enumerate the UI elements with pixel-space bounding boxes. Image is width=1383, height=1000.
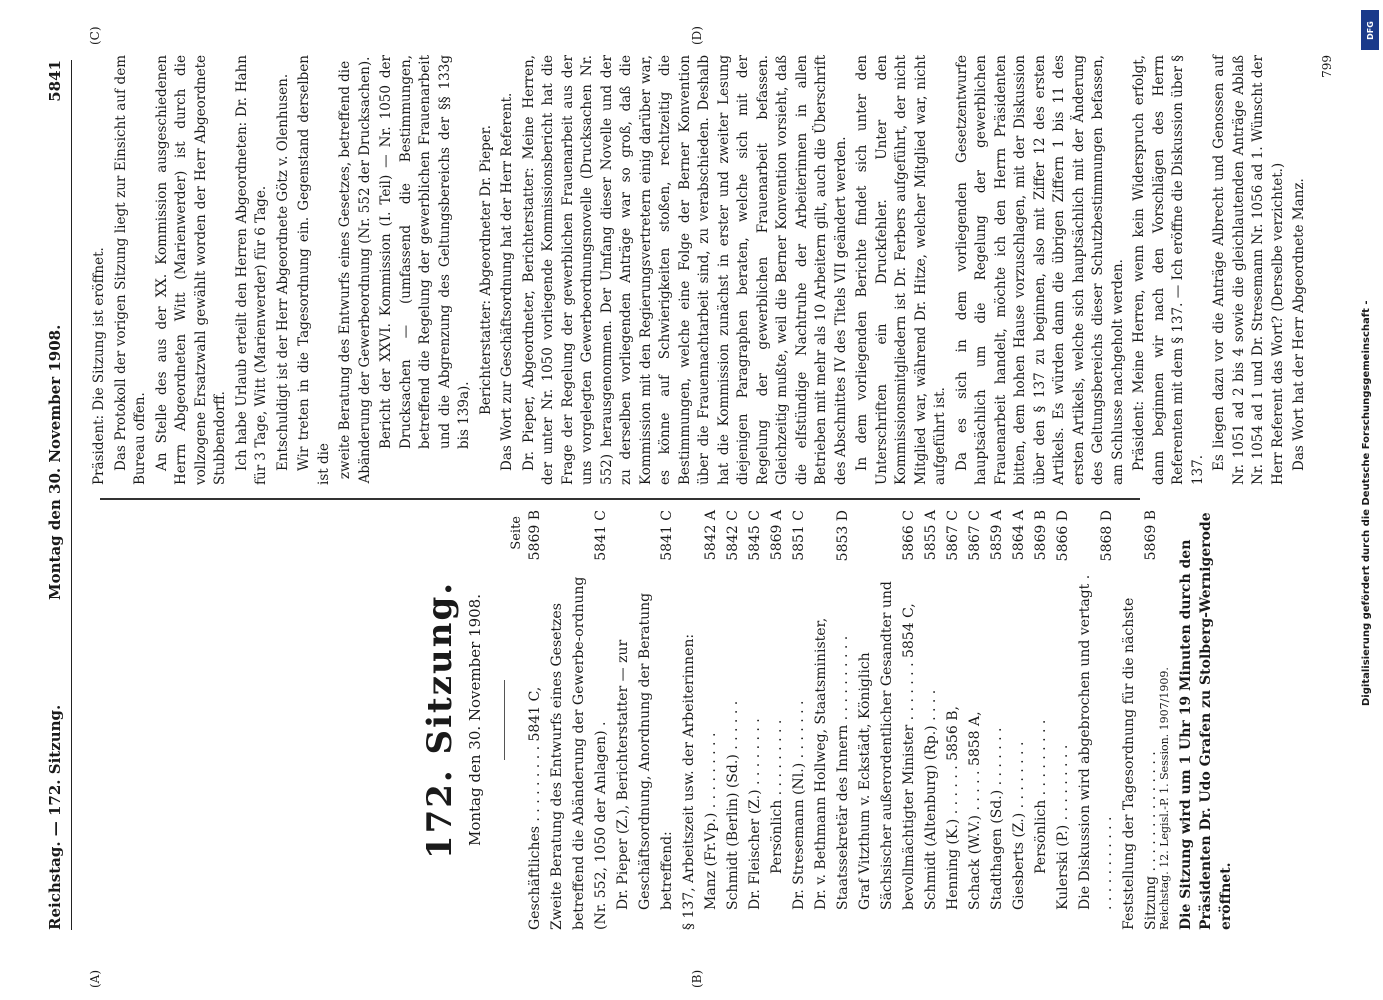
toc-entry-page: 5867 C [967, 510, 983, 561]
toc-entry-text: Manz (Fr.Vp.) . . . . . . . . . [703, 732, 719, 910]
left-column [90, 510, 1236, 930]
toc-entry-text: Dr. Stresemann (Nl.) . . . . . . . [791, 700, 807, 910]
toc-entry-page: 5869 B [527, 510, 543, 561]
protocol-paragraph: Präsident: Meine Herren, wenn kein Widerspruch erfolgt, dann beginnen wir nach den Vorschlägen des Herrn Referenten mit dem § 137. — Ich eröffne die Diskussion über § 137. [1131, 55, 1206, 485]
toc-entry-page: 5842 A [703, 510, 719, 561]
toc-entry-text: Persönlich . . . . . . . . . [1033, 719, 1049, 874]
margin-marker-d: (D) [690, 26, 704, 45]
protocol-paragraph: Dr. Pieper, Abgeordneter, Berichterstatter: Meine Herren, der unter Nr. 1050 vorliegende Kommissionsbericht hat die Frage der Regelung der gewerblichen Frauenarbeit aus der uns vorgelegten Gewerbeordnungsnovelle (Drucksachen Nr. 552) herausgenommen. Der Umfang dieser Novelle und der zu derselben vorliegenden Anträge war so groß, daß die Kommission mit den Regierungsvertretern einig darüber war, es könne auf Schwierigkeiten stoßen, rechtzeitig die Bestimmungen, welche eine Folge der Berner Konvention über die Frauennachtarbeit sind, zu verabschieden. Deshalb hat die Kommission zunächst in erster und zweiter Lesung diejenigen Paragraphen beraten, welche sich mit der Regelung der gewerblichen Frauenarbeit befassen. Gleichzeitig mußte, weil die Berner Konvention vorsieht, daß die elfstündige Nachtruhe der Arbeiterinnen in allen Betrieben mit mehr als 10 Arbeitern gilt, auch die Überschrift des Abschnittes IV des Titels VII geändert werden. [520, 55, 849, 485]
toc-entry [766, 510, 788, 930]
column-divider [100, 499, 1140, 501]
toc-entry [612, 510, 678, 930]
protocol-paragraph: An Stelle des aus der XX. Kommission ausgeschiedenen Herrn Abgeordneten Witt (Marienwerder) ist durch die vollzogene Ersatzwahl gewählt worden der Herr Abgeordnete Stubbendorff. [153, 55, 228, 485]
margin-marker-b: (B) [690, 969, 704, 988]
toc-entry [678, 510, 700, 930]
toc-entry-text: Giesberts (Z.) . . . . . . . . [1011, 741, 1027, 910]
toc-entry-page: 5869 A [769, 510, 785, 561]
toc-entry-text: Dr. v. Bethmann Hollweg, Staatsminister, Staatssekretär des Innern . . . . . . . . . . [813, 617, 851, 910]
divider [504, 680, 505, 760]
toc-entry-page: 5842 C [725, 510, 741, 561]
protocol-paragraph: Da es sich in dem vorliegenden Gesetzentwurfe hauptsächlich um die Regelung der gewerblichen Frauenarbeit handelt, möchte ich den Herrn Präsidenten bitten, dem hohen Hause vorzuschlagen, mit der Diskussion über den § 137 zu beginnen, also mit Ziffer 12 des ersten Artikels. Es würden dann die übrigen Ziffern 1 bis 11 des ersten Artikels, welche sich hauptsächlich mit der Änderung des Geltungsbereichs dieser Schutzbestimmungen befassen, am Schlusse nachgeholt werden. [953, 55, 1126, 485]
toc-entry-text: Geschäftliches . . . . . . . . . 5841 C, [527, 686, 543, 930]
toc-entry [986, 510, 1008, 930]
toc-entry [788, 510, 810, 930]
toc-entry-text: Kulerski (P.) . . . . . . . . . [1055, 744, 1071, 910]
toc-entry [810, 510, 854, 930]
session-title: 172. Sitzung. [420, 580, 460, 860]
toc-entry [700, 510, 722, 930]
toc-entry [942, 510, 964, 930]
protocol-paragraph: Das Wort zur Geschäftsordnung hat der Herr Referent. [499, 92, 515, 471]
toc-entry-text: Schmidt (Altenburg) (Rp.) . . . . [923, 689, 939, 910]
toc-entry-page: 5855 A [923, 510, 939, 561]
protocol-paragraph: Bericht der XXVI. Kommission (I. Teil) — Nr. 1050 der Drucksachen — (umfassend die Bestimmungen, betreffend die Regelung der gewerblichen Frauenarbeit und die Abgrenzung des Geltungsbereichs der §§ 133g bis 139a). [378, 55, 472, 449]
toc-entry-page: 5868 D [1099, 510, 1115, 562]
session-date: Montag den 30. November 1908. [466, 594, 484, 847]
header-page-number: 5841 [46, 60, 64, 102]
footer-note: Reichstag. 12. Legisl.-P. 1. Session. 1907/1909. [1158, 667, 1171, 930]
signature-number: 799 [1319, 55, 1334, 78]
toc-entry-page: 5853 D [835, 510, 851, 562]
margin-marker-a: (A) [88, 969, 102, 988]
toc-entry-text: Schack (W.V.) . . . . . 5858 A, [967, 711, 983, 910]
protocol-paragraph: In dem vorliegenden Berichte findet sich unter den Unterschriften ein Druckfehler. Unter den Kommissionsmitgliedern ist Dr. Ferbers aufgeführt, der nicht Mitglied war, während Dr. Hitze, welcher Mitglied war, nicht aufgeführt ist. [854, 55, 948, 485]
protocol-paragraph: Das Wort hat der Herr Abgeordnete Manz. [1291, 178, 1307, 471]
toc-entry [964, 510, 986, 930]
toc-entry-text: Schmidt (Berlin) (Sd.) . . . . . . [725, 700, 741, 910]
toc-entry [1052, 510, 1074, 930]
dfg-logo: DFG [1361, 10, 1379, 50]
toc-entry [1118, 510, 1162, 930]
protocol-paragraph: Das Protokoll der vorigen Sitzung liegt zur Einsicht auf dem Bureau offen. [112, 55, 148, 485]
protocol-paragraph: Berichterstatter: Abgeordneter Dr. Pieper. [477, 124, 494, 416]
toc-entry-text: Dr. Pieper (Z.), Berichterstatter — zur Geschäftsordnung, Anordnung der Beratung betreffend: [615, 592, 675, 910]
toc-entry-page: 5859 A [989, 510, 1005, 561]
stamp-text: Digitalisierung gefördert durch die Deutsche Forschungsgemeinschaft - [1361, 300, 1372, 706]
protocol-paragraph: Präsident: Die Sitzung ist eröffnet. [91, 247, 107, 485]
protocol-paragraph: Entschuldigt ist der Herr Abgeordnete Götz v. Olenhusen. [274, 73, 291, 471]
toc-entry-text: Henning (K.) . . . . . . 5856 B, [945, 706, 961, 910]
protocol-paragraph: Ich habe Urlaub erteilt den Herren Abgeordneten: Dr. Hahn für 3 Tage, Witt (Marienwerder) für 6 Tage. [233, 55, 269, 485]
toc-entry [1008, 510, 1030, 930]
protocol-paragraph: zweite Beratung des Entwurfs eines Gesetzes, betreffend die Abänderung der Gewerbeordnung (Nr. 552 der Drucksachen). [337, 56, 373, 484]
toc-entry-page: 5866 C [901, 510, 917, 561]
toc-entry [546, 510, 612, 930]
toc-entry-text: Stadthagen (Sd.) . . . . . . . [989, 727, 1005, 910]
toc-entry-text: Die Diskussion wird abgebrochen und vertagt . . . . . . . . . . . . [1077, 574, 1115, 910]
digitization-stamp [1361, 10, 1379, 710]
toc-entry [920, 510, 942, 930]
table-of-contents [524, 510, 1162, 930]
right-column [90, 55, 1337, 485]
header-left: Reichstag. — 172. Sitzung. [46, 704, 64, 930]
toc-entry-page: 5866 D [1055, 510, 1071, 562]
protocol-paragraph: Es liegen dazu vor die Anträge Albrecht und Genossen auf Nr. 1051 ad 2 bis 4 sowie die gleichlautenden Anträge Ablaß Nr. 1054 ad 1 und Dr. Stresemann Nr. 1056 ad 1. Wünscht der Herr Referent das Wort? (Derselbe verzichtet.) [1211, 55, 1286, 485]
margin-marker-c: (C) [88, 26, 102, 45]
toc-entry-page: 5869 B [1033, 510, 1049, 561]
toc-entry-page: 5841 C [593, 510, 609, 561]
toc-entry-text: Graf Vitzthum v. Eckstädt, Königlich Sächsischer außerordentlicher Gesandter und bevollmächtigter Minister . . . . . . . 5854 C, [857, 581, 917, 910]
toc-entry [1030, 510, 1052, 930]
toc-entry-page: 5869 B [1143, 510, 1159, 561]
toc-entry-page: 5845 C [747, 510, 763, 561]
opening-note: Die Sitzung wird um 1 Uhr 19 Minuten durch den Präsidenten Dr. Udo Grafen zu Stolberg-Wernigerode eröffnet. [1178, 512, 1234, 930]
toc-entry-text: Feststellung der Tagesordnung für die nächste Sitzung . . . . . . . . . . . . . . [1121, 597, 1159, 930]
toc-entry [744, 510, 766, 930]
toc-entry [854, 510, 920, 930]
toc-entry-page: 5851 C [791, 510, 807, 561]
toc-entry-page: 5867 C [945, 510, 961, 561]
header-center: Montag den 30. November 1908. [46, 324, 64, 600]
running-header [42, 60, 72, 930]
page-column-label: Seite [509, 516, 524, 550]
toc-entry-text: Zweite Beratung des Entwurfs eines Gesetzes betreffend die Abänderung der Gewerbe-ordnung (Nr. 552, 1050 der Anlagen) . [549, 576, 609, 930]
toc-entry-text: Dr. Fleischer (Z.) . . . . . . . . [747, 718, 763, 910]
protocol-text [90, 55, 1310, 485]
toc-entry [524, 510, 546, 930]
protocol-paragraph: Wir treten in die Tagesordnung ein. Gegenstand derselben ist die [296, 55, 332, 485]
toc-entry [1074, 510, 1118, 930]
toc-entry [722, 510, 744, 930]
toc-entry-page: 5864 A [1011, 510, 1027, 561]
toc-entry-page: 5841 C [659, 510, 675, 561]
toc-entry-text: Persönlich . . . . . . . . . [769, 719, 785, 874]
toc-entry-text: § 137, Arbeitszeit usw. der Arbeiterinnen: [681, 633, 697, 930]
